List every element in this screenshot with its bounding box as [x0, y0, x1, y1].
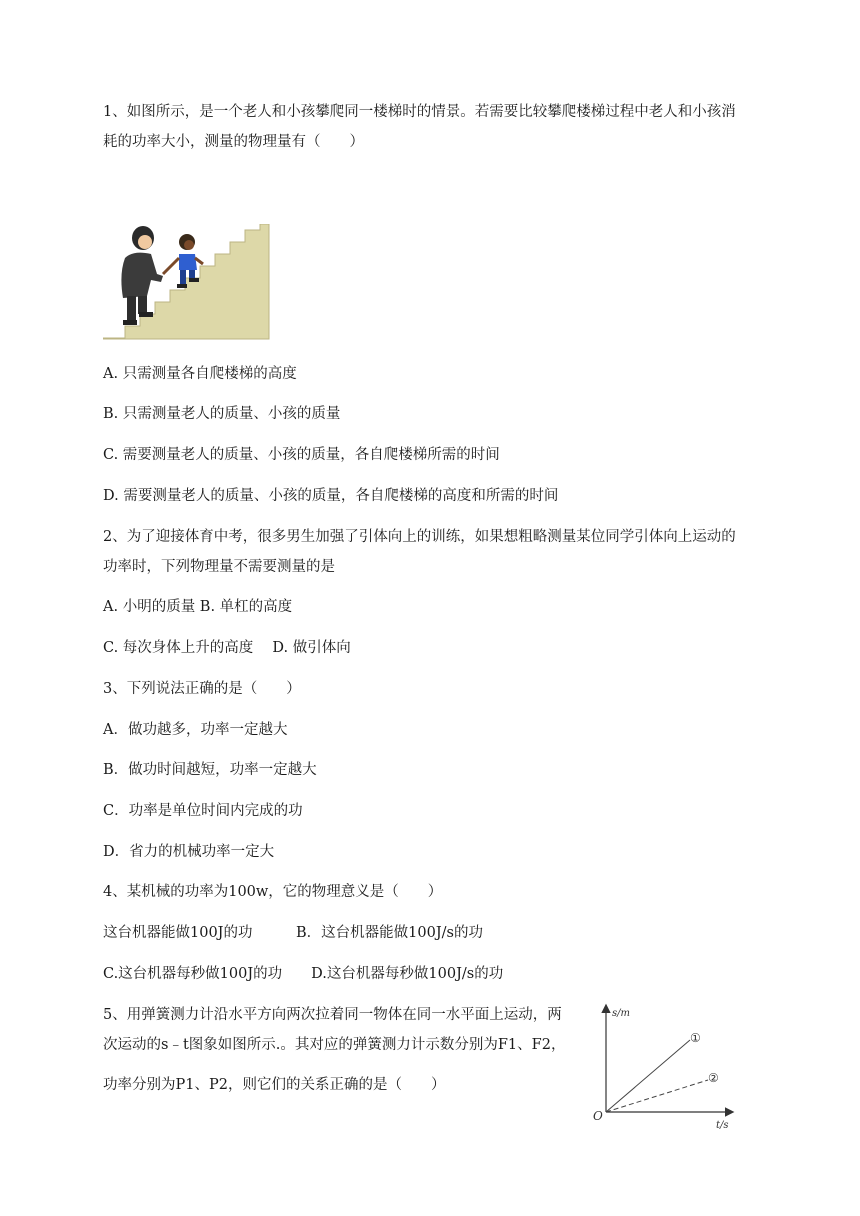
q5-stem-line2: 次运动的s﹣t图象如图所示.。其对应的弹簧测力计示数分别为F1、F2，: [103, 1037, 566, 1053]
q4-options-line2: C.这台机器每秒做100J的功 D.这台机器每秒做100J/s的功: [103, 966, 504, 982]
q3-option-c: C．功率是单位时间内完成的功: [103, 803, 303, 819]
q2-stem-line2: 功率时，下列物理量不需要测量的是: [103, 559, 335, 575]
q1-stem-line1: 1、如图所示，是一个老人和小孩攀爬同一楼梯时的情景。若需要比较攀爬楼梯过程中老人和小孩消: [103, 104, 736, 120]
q4-stem: 4、某机械的功率为100w，它的物理意义是（ ）: [103, 884, 443, 900]
q5-stem-line1: 5、用弹簧测力计沿水平方向两次拉着同一物体在同一水平面上运动，两: [103, 1007, 562, 1023]
stairs-figure: [103, 224, 270, 340]
series-1-label: ①: [690, 1031, 701, 1045]
q4-options-line1: 这台机器能做100J的功 B．这台机器能做100J/s的功: [103, 925, 483, 941]
q2-stem-line1: 2、为了迎接体育中考，很多男生加强了引体向上的训练，如果想粗略测量某位同学引体向上运动的: [103, 529, 736, 545]
q1-option-b: B. 只需测量老人的质量、小孩的质量: [103, 406, 341, 422]
q2-options-line2: C. 每次身体上升的高度 D. 做引体向: [103, 640, 351, 656]
x-axis-label: t/s: [716, 1120, 729, 1131]
st-graph: [590, 1000, 740, 1132]
q3-option-b: B．做功时间越短，功率一定越大: [103, 762, 317, 778]
q1-option-d: D. 需要测量老人的质量、小孩的质量，各自爬楼梯的高度和所需的时间: [103, 488, 559, 504]
q1-option-c: C. 需要测量老人的质量、小孩的质量，各自爬楼梯所需的时间: [103, 447, 500, 463]
q3-option-d: D．省力的机械功率一定大: [103, 844, 275, 860]
series-line-1: [606, 1040, 690, 1112]
child: [163, 234, 203, 288]
q2-options-line1: A. 小明的质量 B. 单杠的高度: [103, 599, 293, 615]
q3-option-a: A．做功越多，功率一定越大: [103, 722, 288, 738]
q1-stem-line2: 耗的功率大小，测量的物理量有（ ）: [103, 134, 364, 150]
origin-label: O: [593, 1109, 603, 1123]
q1-option-a: A. 只需测量各自爬楼梯的高度: [103, 366, 297, 382]
q3-stem: 3、下列说法正确的是（ ）: [103, 681, 301, 697]
series-line-2: [606, 1080, 708, 1112]
y-axis-label: s/m: [612, 1008, 630, 1019]
q5-stem-line3: 功率分别为P1、P2，则它们的关系正确的是（ ）: [103, 1077, 446, 1093]
series-2-label: ②: [708, 1071, 719, 1085]
